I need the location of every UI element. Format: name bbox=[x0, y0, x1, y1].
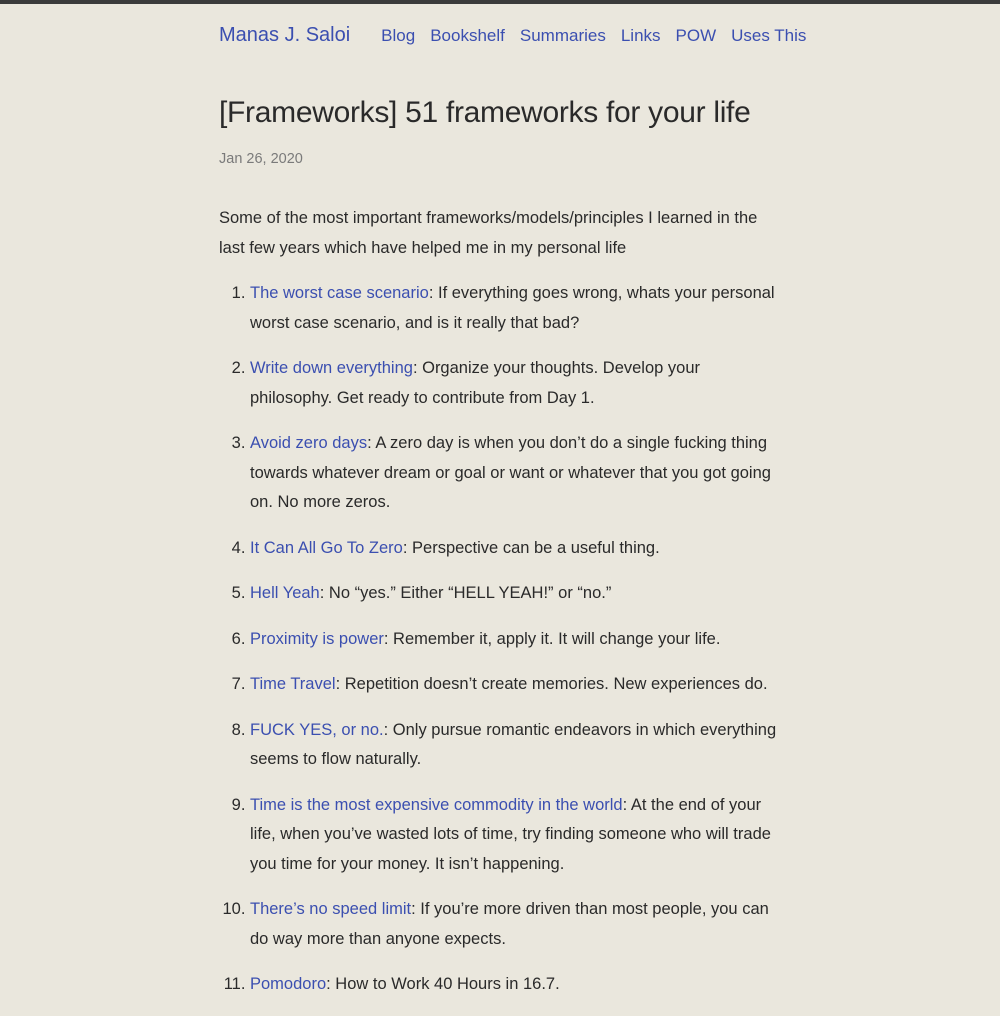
framework-description: : Only pursue romantic endeavors in which everything seems to flow naturally. bbox=[250, 720, 777, 768]
list-item bbox=[250, 970, 784, 1000]
framework-link[interactable]: Write down everything bbox=[250, 359, 413, 377]
framework-description: : Repetition doesn’t create memories. New experiences do. bbox=[335, 675, 768, 693]
nav-blog-link[interactable]: Blog bbox=[381, 26, 416, 45]
post-title: [Frameworks] 51 frameworks for your life bbox=[219, 96, 751, 129]
nav-summaries-link[interactable]: Summaries bbox=[519, 26, 606, 45]
list-item bbox=[250, 354, 784, 413]
site-title-link[interactable]: Manas J. Saloi bbox=[219, 24, 351, 46]
nav-uses-this-link[interactable]: Uses This bbox=[731, 26, 807, 45]
framework-description: : If everything goes wrong, whats your personal worst case scenario, and is it really that bad? bbox=[250, 284, 775, 332]
post-intro: Some of the most important frameworks/models/principles I learned in the last few years which have helped me in my personal life bbox=[219, 209, 758, 257]
list-item bbox=[250, 279, 784, 338]
framework-link[interactable]: There’s no speed limit bbox=[250, 900, 412, 918]
main-nav bbox=[381, 26, 806, 46]
list-item bbox=[250, 895, 784, 954]
post-date: Jan 26, 2020 bbox=[219, 151, 303, 167]
list-item bbox=[250, 429, 784, 518]
frameworks-list bbox=[219, 279, 784, 1000]
framework-description: : Organize your thoughts. Develop your philosophy. Get ready to contribute from Day 1. bbox=[250, 359, 701, 407]
framework-link[interactable]: Avoid zero days bbox=[250, 434, 368, 452]
framework-link[interactable]: FUCK YES, or no. bbox=[250, 720, 384, 739]
list-item bbox=[250, 625, 784, 655]
framework-link[interactable]: Proximity is power bbox=[250, 629, 384, 648]
post-content bbox=[219, 204, 784, 1016]
top-border bbox=[0, 0, 1000, 4]
framework-link[interactable]: Pomodoro bbox=[250, 975, 327, 993]
framework-link[interactable]: Hell Yeah bbox=[250, 584, 320, 602]
site-header bbox=[219, 24, 807, 50]
framework-description: : Perspective can be a useful thing. bbox=[402, 538, 660, 557]
framework-description: : Remember it, apply it. It will change your life. bbox=[383, 629, 721, 648]
nav-bookshelf-link[interactable]: Bookshelf bbox=[430, 26, 505, 45]
framework-description: : A zero day is when you don’t do a single fucking thing towards whatever dream or goal or want or whatever that you got going on. No more zeros. bbox=[250, 434, 771, 511]
framework-link[interactable]: Time Travel bbox=[250, 675, 336, 693]
framework-description: : If you’re more driven than most people, you can do way more than anyone expects. bbox=[250, 900, 769, 948]
list-item bbox=[250, 579, 784, 609]
framework-description: : No “yes.” Either “HELL YEAH!” or “no.” bbox=[319, 584, 612, 602]
framework-link[interactable]: Time is the most expensive commodity in the world bbox=[250, 795, 623, 814]
framework-description: : How to Work 40 Hours in 16.7. bbox=[326, 975, 560, 993]
nav-links-link[interactable]: Links bbox=[620, 26, 661, 45]
framework-description: : At the end of your life, when you’ve wasted lots of time, try finding someone who will trade you time for your money. It isn’t happening. bbox=[250, 795, 771, 873]
nav-pow-link[interactable]: POW bbox=[675, 26, 717, 45]
framework-link[interactable]: It Can All Go To Zero bbox=[250, 538, 403, 557]
framework-link[interactable]: The worst case scenario bbox=[250, 284, 429, 302]
list-item bbox=[250, 791, 784, 880]
list-item bbox=[250, 670, 784, 700]
list-item bbox=[250, 716, 784, 775]
list-item bbox=[250, 534, 784, 564]
